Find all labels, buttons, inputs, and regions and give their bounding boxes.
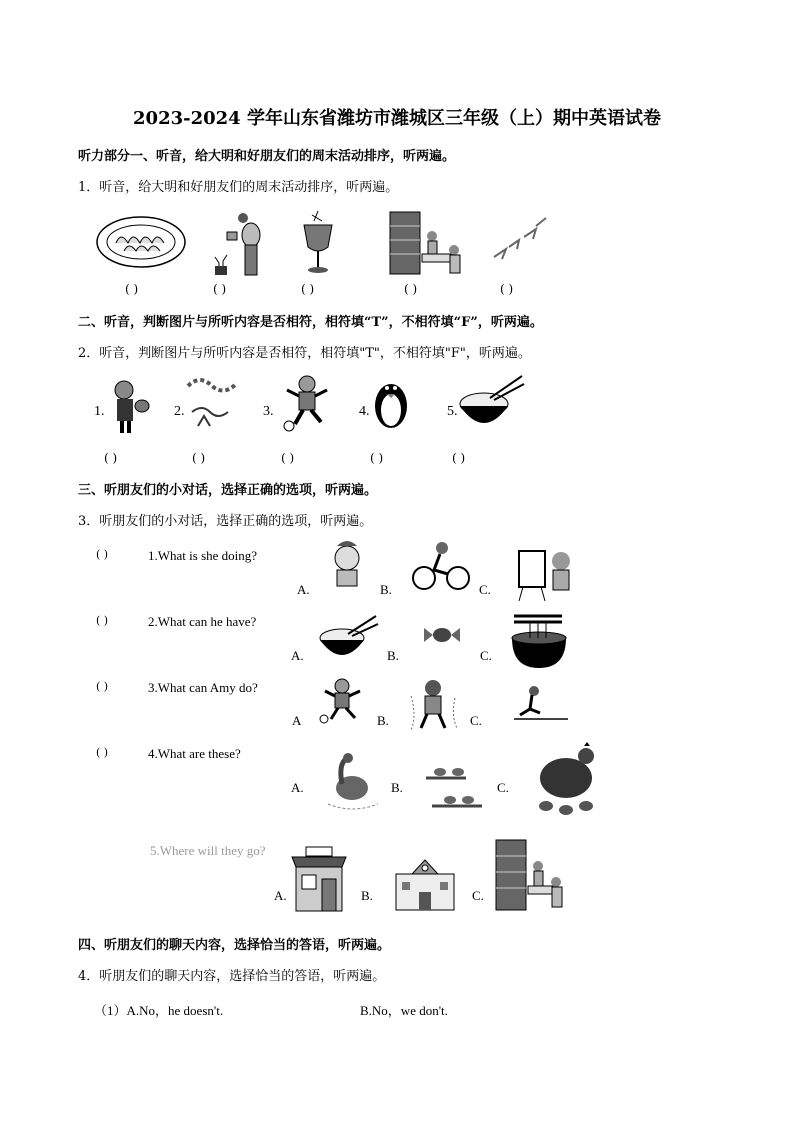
- dragon-image: [184, 372, 240, 432]
- q3-1-option-a: A.: [297, 582, 310, 597]
- person-skating-image: [512, 683, 570, 723]
- noodles-bowl-image: [508, 612, 570, 670]
- q1-answer-paren-1[interactable]: ( ): [125, 282, 139, 296]
- hen-and-chicks-image: [526, 742, 606, 822]
- q3-question-2: 2.What can he have?: [148, 614, 257, 629]
- dumplings-plate-image: [96, 215, 186, 270]
- q3-1-option-c: C.: [479, 582, 491, 597]
- q3-5-option-b: B.: [361, 888, 373, 903]
- boy-playing-football-image: [316, 678, 364, 724]
- bookstore-image: [388, 210, 463, 276]
- section-4-header: 四、听朋友们的聊天内容，选择恰当的答语，听两遍。: [78, 938, 391, 953]
- q1-answer-paren-2[interactable]: ( ): [213, 282, 227, 296]
- section-3-header: 三、听朋友们的小对话，选择正确的选项，听两遍。: [78, 483, 378, 498]
- q3-3-option-a: A: [292, 713, 302, 728]
- girl-drawing-image: [517, 545, 575, 603]
- q3-4-option-c: C.: [497, 780, 509, 795]
- q3-answer-paren-3[interactable]: ( ): [96, 680, 109, 693]
- q3-question-5: 5.Where will they go?: [150, 843, 266, 858]
- question-2-text: 2．听音，判断图片与所听内容是否相符，相符填"T"，不相符填"F"，听两遍。: [78, 346, 531, 361]
- boy-hamburger-image: [108, 378, 150, 434]
- question-3-text: 3．听朋友们的小对话，选择正确的选项，听两遍。: [78, 514, 373, 529]
- q4-1-option-a: （1）A.No，he doesn't.: [94, 1003, 224, 1018]
- page-title: 2023-2024 学年山东省潍坊市潍城区三年级（上）期中英语试卷: [133, 108, 661, 129]
- rice-bowl-image: [456, 372, 526, 436]
- q3-5-option-a: A.: [274, 888, 287, 903]
- q1-answer-paren-5[interactable]: ( ): [500, 282, 514, 296]
- q2-answer-paren-5[interactable]: ( ): [452, 451, 466, 465]
- q2-answer-paren-3[interactable]: ( ): [281, 451, 295, 465]
- boy-playing-football-image: [279, 374, 331, 432]
- q3-2-option-b: B.: [387, 648, 399, 663]
- birds-on-branch-image: [422, 758, 490, 812]
- q2-number-1: 1.: [94, 404, 105, 419]
- birds-flying-image: [484, 212, 554, 272]
- q3-answer-paren-4[interactable]: ( ): [96, 746, 109, 759]
- q3-1-option-b: B.: [380, 582, 392, 597]
- q2-answer-paren-4[interactable]: ( ): [370, 451, 384, 465]
- school-building-image: [392, 852, 458, 912]
- q3-question-1: 1.What is she doing?: [148, 548, 258, 563]
- candy-image: [422, 622, 462, 648]
- question-1-text: 1．听音，给大明和好朋友们的周末活动排序，听两遍。: [78, 180, 399, 195]
- bookstore-image: [494, 838, 566, 912]
- q3-4-option-b: B.: [391, 780, 403, 795]
- q3-3-option-b: B.: [377, 713, 389, 728]
- girl-cooking-image: [325, 538, 369, 588]
- watering-flowers-image: [213, 210, 273, 276]
- shop-building-image: [290, 845, 348, 913]
- q1-answer-paren-4[interactable]: ( ): [404, 282, 418, 296]
- q3-2-option-c: C.: [480, 648, 492, 663]
- q4-1-option-b: B.No，we don't.: [360, 1003, 448, 1018]
- q2-number-4: 4.: [359, 404, 370, 419]
- q2-number-5: 5.: [447, 404, 458, 419]
- penguin-image: [371, 374, 411, 432]
- q1-answer-paren-3[interactable]: ( ): [301, 282, 315, 296]
- girl-riding-bike-image: [404, 538, 472, 592]
- q3-answer-paren-1[interactable]: ( ): [96, 548, 109, 561]
- q3-answer-paren-2[interactable]: ( ): [96, 614, 109, 627]
- girl-dancing-image: [409, 676, 459, 732]
- q2-number-3: 3.: [263, 404, 274, 419]
- q3-2-option-a: A.: [291, 648, 304, 663]
- section-2-header: 二、听音，判断图片与所听内容是否相符，相符填“T”，不相符填“F”，听两遍。: [78, 315, 543, 330]
- section-1-header: 听力部分一、听音，给大明和好朋友们的周末活动排序，听两遍。: [78, 149, 456, 164]
- question-4-text: 4．听朋友们的聊天内容，选择恰当的答语，听两遍。: [78, 969, 386, 984]
- q3-4-option-a: A.: [291, 780, 304, 795]
- q3-5-option-c: C.: [472, 888, 484, 903]
- q3-question-3: 3.What can Amy do?: [148, 680, 258, 695]
- q3-question-4: 4.What are these?: [148, 746, 241, 761]
- ducks-image: [324, 748, 382, 812]
- q3-3-option-c: C.: [470, 713, 482, 728]
- drink-glass-image: [298, 207, 338, 277]
- q2-answer-paren-1[interactable]: ( ): [104, 451, 118, 465]
- q2-number-2: 2.: [174, 404, 185, 419]
- rice-bowl-image: [318, 616, 380, 666]
- q2-answer-paren-2[interactable]: ( ): [192, 451, 206, 465]
